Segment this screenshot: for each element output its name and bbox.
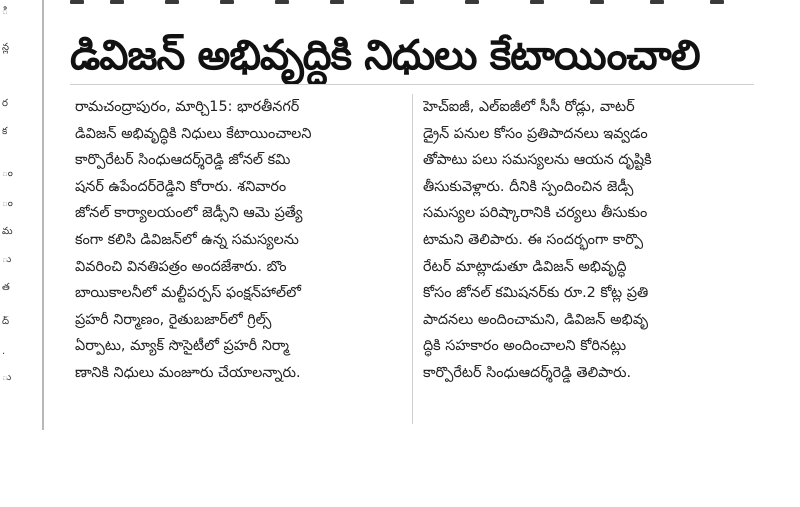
margin-fragment: ర bbox=[2, 98, 8, 109]
article-line: రేటర్ మాట్లాడుతూ డివిజన్ అభివృద్ధి bbox=[423, 258, 627, 275]
article-line: టామని తెలిపారు. ఈ సందర్భంగా కార్పొ bbox=[423, 231, 644, 248]
margin-fragment: ద్ bbox=[2, 316, 10, 327]
margin-fragment: ం bbox=[2, 198, 13, 209]
article-line: పాదనలు అందించామని, డివిజన్ అభివృ bbox=[423, 311, 649, 328]
article-line: హెచ్ఐజీ, ఎల్ఐజీలో సీసీ రోడ్లు, వాటర్ bbox=[423, 99, 635, 115]
article-line: డ్రైన్ పనుల కోసం ప్రతిపాదనలు ఇవ్వడం bbox=[423, 125, 648, 142]
margin-fragment: ం bbox=[2, 168, 13, 179]
article-line: రామచంద్రాపురం, మార్చి15: భారతీనగర్ bbox=[75, 99, 300, 115]
column-divider-left bbox=[42, 0, 44, 430]
margin-fragment: త bbox=[2, 282, 10, 293]
article-line: బాయికాలనీలో మల్టీపర్పస్ ఫంక్షన్‌హాల్‌లో bbox=[75, 285, 301, 302]
article-line: కంగా కలిసి డివిజన్‌లో ఉన్న సమస్యలను bbox=[75, 231, 299, 248]
margin-fragment: ి bbox=[2, 6, 8, 17]
article-line: కార్పొరేటర్ సింధుఆదర్శ్‌రెడ్డి తెలిపారు. bbox=[423, 364, 632, 381]
margin-fragment: ు bbox=[2, 372, 12, 383]
margin-fragment: క bbox=[2, 126, 8, 137]
article-line: కార్పొరేటర్ సింధుఆదర్శ్‌రెడ్డి జోనల్ కమి bbox=[75, 152, 291, 169]
article-column-left bbox=[75, 94, 405, 424]
margin-fragment: న్ల bbox=[2, 42, 10, 53]
article-line: కోసం జోనల్ కమిషనర్‌కు రూ.2 కోట్ల ప్రతి bbox=[423, 285, 649, 302]
article-line: తీసుకువెళ్లారు. దీనికి స్పందించిన జెడ్సీ bbox=[423, 178, 634, 195]
margin-fragment: ు bbox=[2, 254, 12, 265]
article-line: ఏర్పాటు, మ్యాక్ సొసైటీలో ప్రహరీ నిర్మా bbox=[75, 338, 289, 355]
cropped-text-strip bbox=[70, 0, 760, 10]
article-line: సమస్యల పరిష్కారానికి చర్యలు తీసుకుం bbox=[423, 205, 648, 222]
article-line: ణానికి నిధులు మంజూరు చేయాలన్నారు. bbox=[75, 364, 301, 381]
article-headline: డివిజన్ అభివృద్ధికి నిధులు కేటాయించాలి bbox=[70, 31, 700, 79]
article-line: షనర్ ఉపేందర్‌రెడ్డిని కోరారు. శనివారం bbox=[75, 178, 287, 195]
article-line: వివరించి వినతిపత్రం అందజేశారు. బొం bbox=[75, 258, 287, 275]
column-divider bbox=[412, 94, 413, 424]
adjacent-column-fragment bbox=[0, 0, 40, 400]
margin-fragment: మ bbox=[2, 226, 13, 237]
article-line: డివిజన్ అభివృద్ధికి నిధులు కేటాయించాలని bbox=[75, 125, 312, 142]
margin-fragment: . bbox=[2, 346, 6, 357]
article-line: జోనల్ కార్యాలయంలో జెడ్సీని ఆమె ప్రత్యే bbox=[75, 205, 303, 222]
article-column-right bbox=[423, 94, 753, 424]
article-line: ద్ధికి సహకారం అందించాలని కోరినట్లు bbox=[423, 338, 627, 355]
headline-divider bbox=[70, 84, 754, 85]
article-line: ప్రహరీ నిర్మాణం, రైతుబజార్‌లో గ్రిల్స్ bbox=[75, 311, 272, 328]
article-line: తోపాటు పలు సమస్యలను ఆయన దృష్టికి bbox=[423, 152, 652, 169]
